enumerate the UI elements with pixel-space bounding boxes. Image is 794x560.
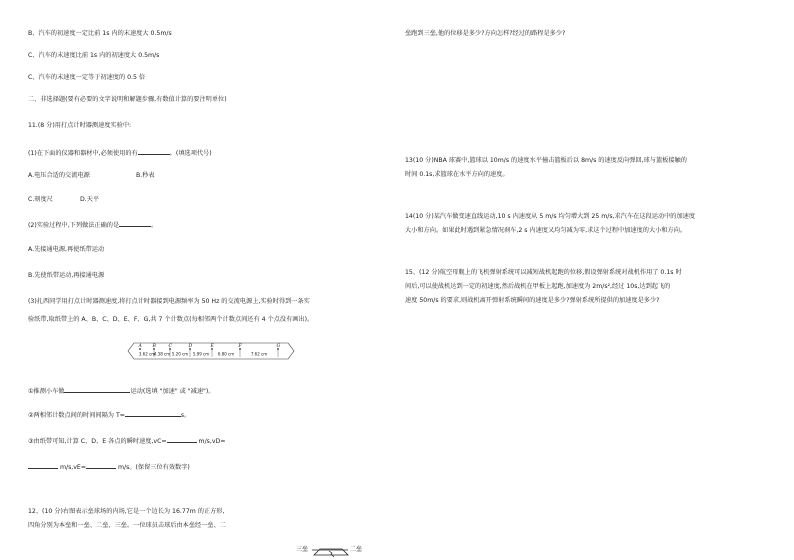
option-b: B、汽车的初速度一定比前 1s 内的末速度大 0.5m/s	[28, 30, 172, 37]
q11-c3-mid: m/s,vD=	[198, 438, 226, 445]
q11-part3-line1: (3)扎西同学用打点计时器测速度,将打点计时器接到电源频率为 50 Hz 的交流电源上,实验时得到一条实	[28, 298, 310, 305]
tape-segment-label: 3.62 cm	[138, 351, 156, 357]
q15-line2: 间后,可以使战机达到一定的初速度,然后战机在甲板上起跑,加速度为 2m/s²,经过 10s,达到起飞的	[405, 283, 671, 290]
tape-point-label: D	[188, 344, 193, 349]
tape-point-label: E	[210, 344, 214, 349]
runner-arrow-icon	[329, 551, 334, 557]
answer-blank	[167, 436, 197, 443]
q13-line1: 13(10 分)NBA 球赛中,篮球以 10m/s 的速度水平撞击篮板后以 8m/s 的速度反向弹回,球与篮板接触的	[405, 157, 687, 164]
q11-part2-option-b: B.先使纸带运动,再接通电源	[28, 272, 105, 279]
tape-segment-label: 5.99 cm	[192, 351, 210, 357]
q11-title: 11.(8 分)用打点计时器测速度实验中:	[28, 122, 132, 129]
third-base-label: 三垒	[296, 546, 309, 553]
q11-option-d: D.天平	[80, 196, 100, 203]
tape-segment-label: 6.80 cm	[217, 351, 235, 357]
answer-blank	[28, 462, 58, 469]
q11-c3-line1	[28, 436, 225, 446]
q11-part1-tail: 。(填选项代号)	[169, 150, 212, 157]
q12-line1: 12、(10 分)右图表示垒球场的内场,它是一个边长为 16.77m 的正方形,	[28, 508, 225, 515]
q11-part2-option-a: A.先接通电源,再使纸带运动	[28, 246, 105, 253]
q11-c3-text: ③由纸带可知,计算 C、D、E 各点的瞬时速度,vC=	[28, 438, 167, 445]
section-2-heading: 二、非选择题(要有必要的文字说明和解题步骤,有数值计算的要注明单位)	[28, 96, 227, 103]
answer-blank	[64, 386, 130, 393]
option-c: C、汽车的末速度比前 1s 内的初速度大 0.5m/s	[28, 52, 160, 59]
q11-c2	[28, 410, 190, 420]
tape-point-label: A	[138, 344, 142, 349]
q14-line1: 14(10 分)某汽车做变速直线运动,10 s 内速度从 5 m/s 均匀增大到 25 m/s,求汽车在这段运动中的加速度	[405, 213, 696, 220]
q11-option-b: B.秒表	[136, 172, 155, 179]
tape-point-label: G	[276, 344, 281, 349]
q11-c3-mid2: m/s,vE=	[59, 464, 87, 471]
q15-line3: 速度 50m/s 的要求,则战机离开弹射系统瞬间的速度是多少?弹射系统所提供的加速度是多少?	[405, 297, 660, 304]
q11-part3-line2: 验纸带,取纸带上的 A、B、C、D、E、F、G,共 7 个计数点(每相邻两个计数点间还有 4 个点没有画出)。	[28, 316, 314, 323]
q11-option-a: A.电压合适的交流电源	[28, 172, 90, 179]
answer-blank	[86, 462, 116, 469]
tape-segment-label: 4.38 cm	[153, 351, 171, 357]
q11-c2-tail: s。	[180, 412, 191, 419]
q11-part1-text: (1)在下面的仪器和器材中,必须使用的有	[28, 150, 138, 157]
option-d: C、汽车的末速度一定等于初速度的 0.5 倍	[28, 74, 146, 81]
q11-part2	[28, 220, 157, 230]
second-base-label: 二垒	[350, 546, 363, 553]
q11-c1-tail: 运动(选填 "加速" 或 "减速")。	[130, 388, 215, 395]
answer-blank	[125, 410, 181, 417]
q11-c1-text: ①推测小车做	[28, 388, 65, 395]
q11-part2-tail: 。	[151, 222, 158, 229]
answer-blank	[119, 220, 151, 227]
tape-segment-label: 5.20 cm	[171, 351, 189, 357]
q11-part2-text: (2)实验过程中,下列做法正确的是	[28, 222, 120, 229]
baseball-diamond-figure	[296, 540, 376, 560]
tape-segment-label: 7.62 cm	[250, 351, 268, 357]
q12-continuation: 垒跑到三垒,他的位移是多少?方向怎样?经过的路程是多少?	[405, 30, 566, 37]
q13-line2: 时间 0.1s,求篮球在水平方向的速度。	[405, 171, 509, 178]
answer-blank	[138, 148, 170, 155]
q11-c3-tail: m/s。(保留三位有效数字)	[118, 464, 190, 471]
q11-option-c: C.刻度尺	[28, 196, 53, 203]
tape-point-label: C	[168, 344, 173, 349]
tape-point-label: F	[238, 344, 242, 349]
q14-line2: 大小和方向。如果此时遇到紧急情况刹车,2 s 内速度又均匀减为零,求这个过程中加速度的大小和方向。	[405, 227, 687, 234]
q15-line1: 15、(12 分)航空母舰上的飞机弹射系统可以减短战机起跑的位移,假设弹射系统对战机作用了 0.1s 时	[405, 269, 682, 276]
paper-tape-figure	[126, 340, 296, 362]
q11-c3-line2	[28, 462, 190, 472]
q12-line2: 四角分别为本垒和一垒、二垒、三垒。一位球员击球后由本垒经一垒、二	[28, 522, 226, 529]
tape-point-label: B	[152, 344, 156, 349]
q11-c2-text: ②两相邻计数点间的时间间隔为 T=	[28, 412, 125, 419]
q11-c1	[28, 386, 214, 396]
q11-part1	[28, 148, 212, 158]
